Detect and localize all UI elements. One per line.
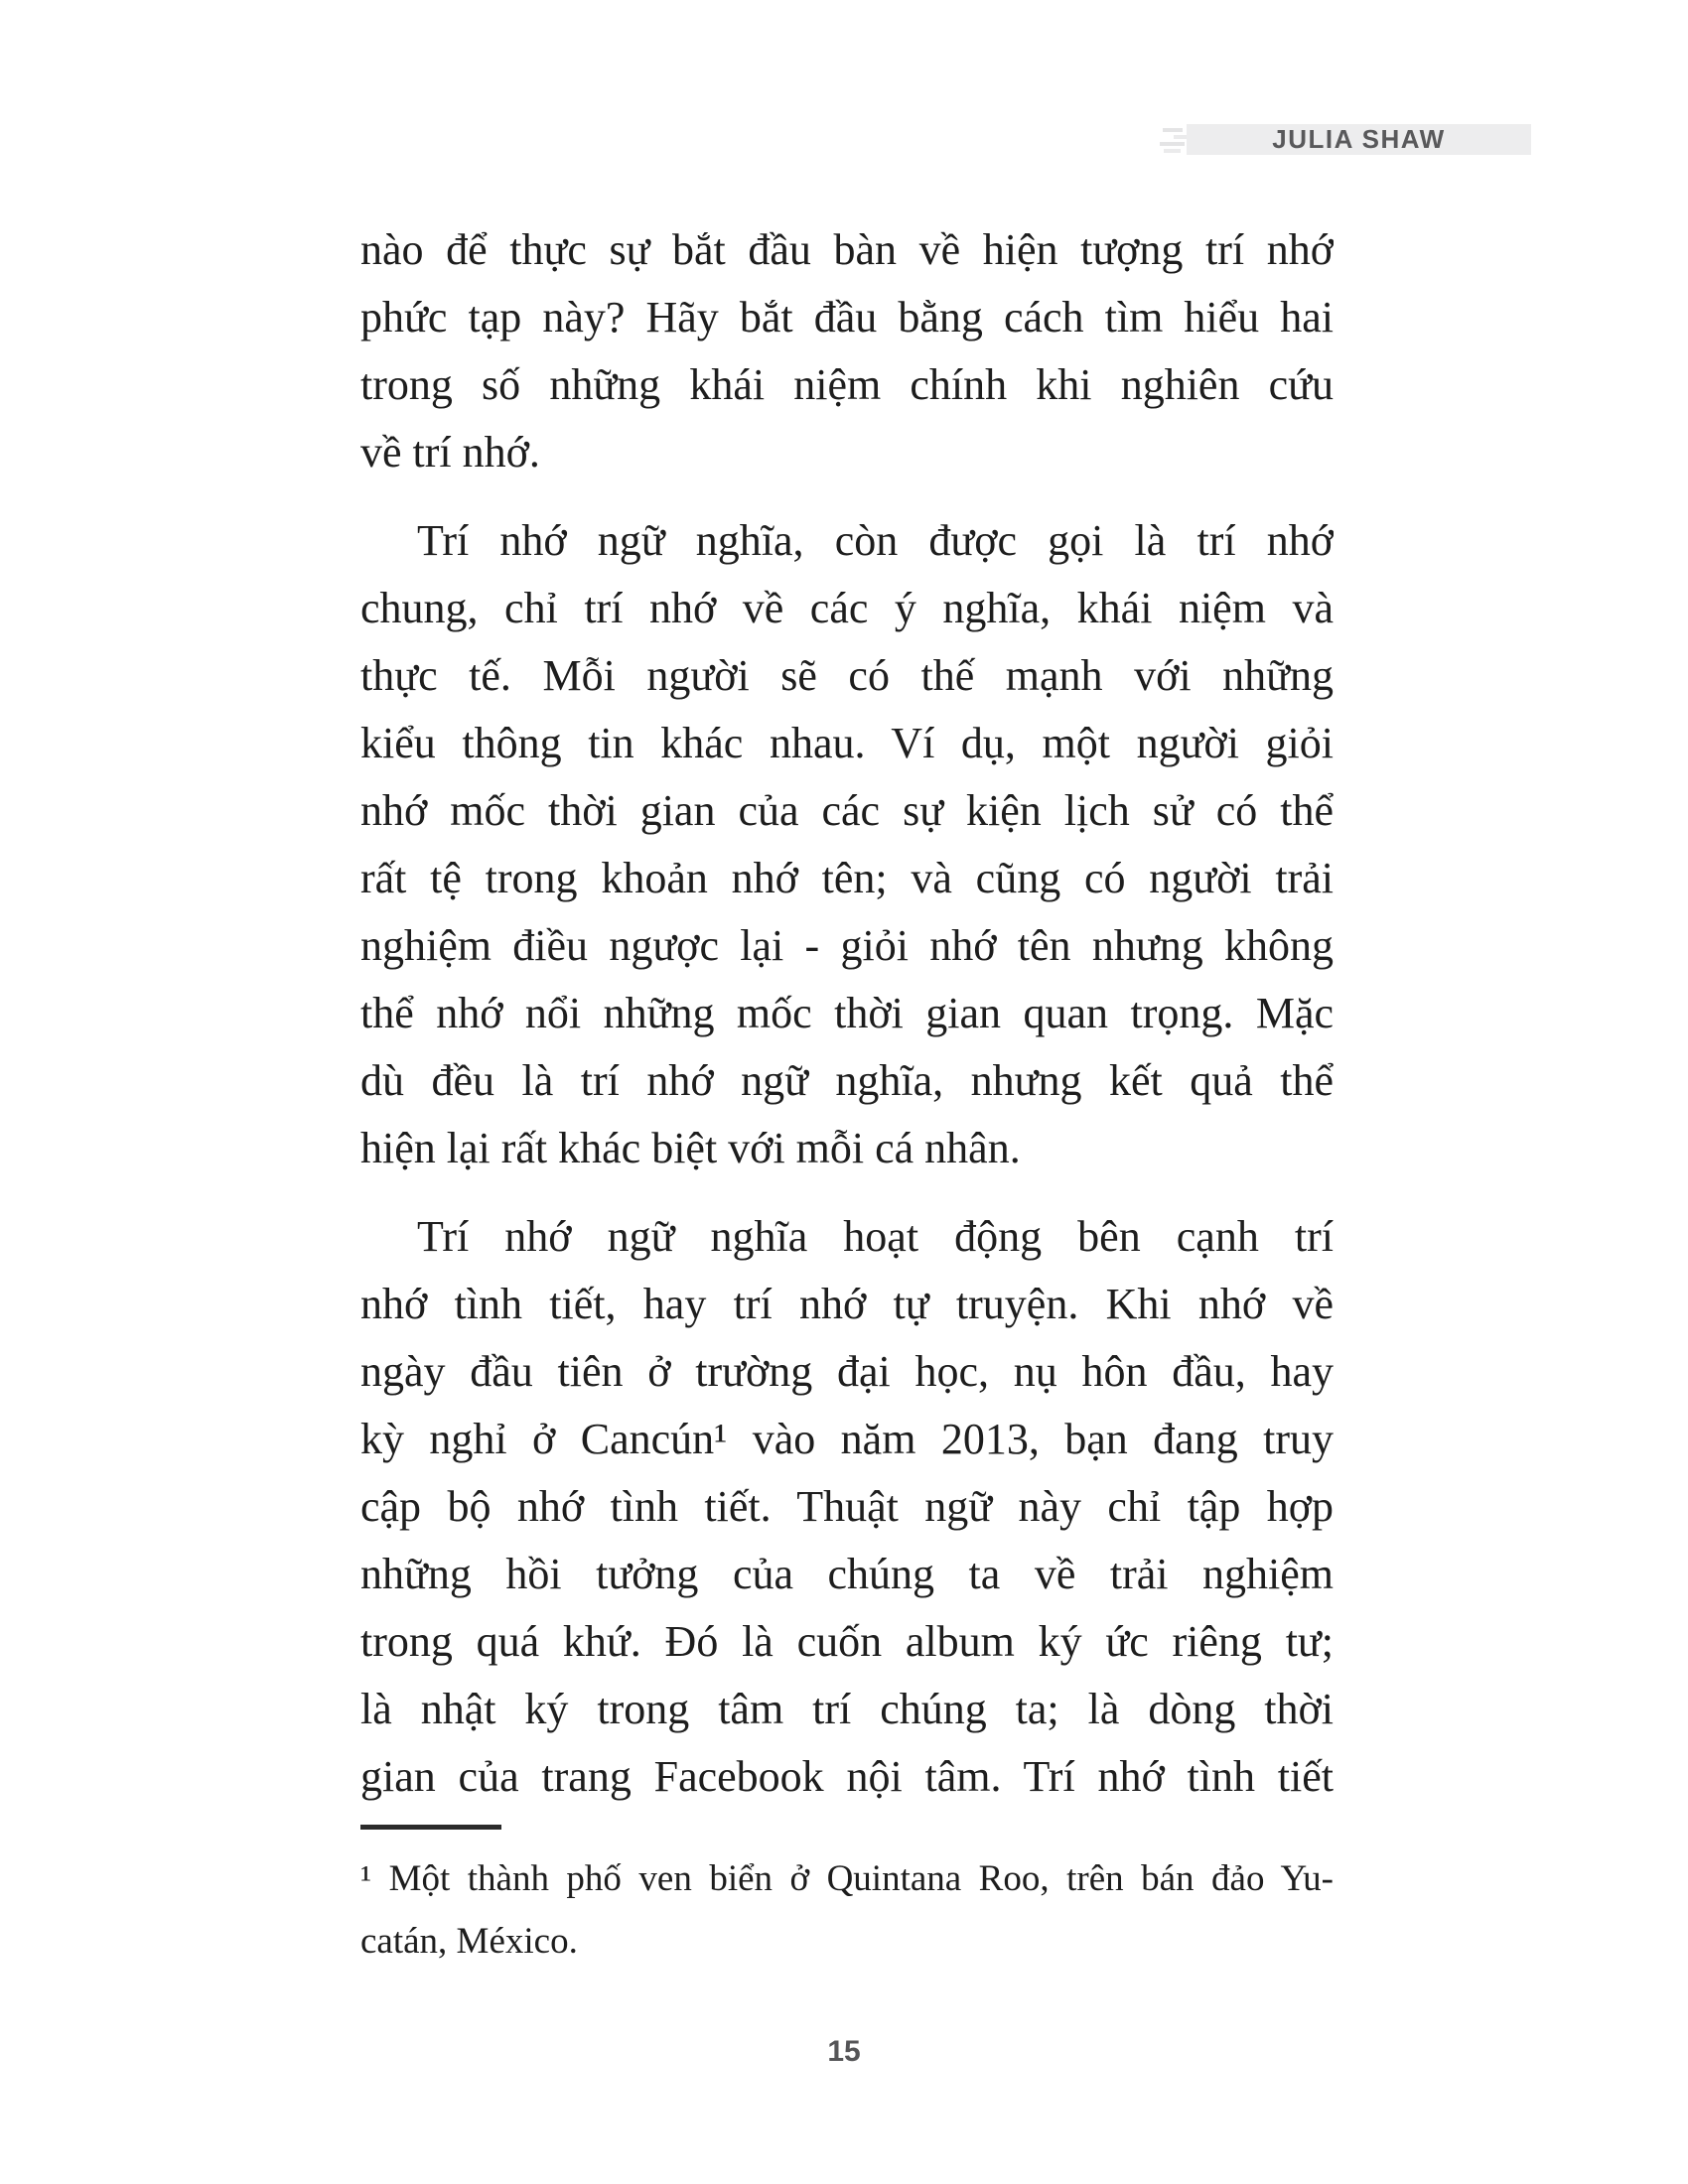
text-line: gian của trang Facebook nội tâm. Trí nhớ tình tiết	[360, 1752, 1334, 1801]
text-line: trong quá khứ. Đó là cuốn album ký ức riêng tư;	[360, 1617, 1334, 1666]
text-line: về trí nhớ.	[360, 428, 540, 477]
running-head-author: JULIA SHAW	[1272, 124, 1446, 154]
text-line: nào để thực sự bắt đầu bàn về hiện tượng trí nhớ	[360, 225, 1334, 274]
running-head-bar	[1187, 124, 1531, 155]
text-line: phức tạp này? Hãy bắt đầu bằng cách tìm hiểu hai	[360, 293, 1334, 341]
text-line: trong số những khái niệm chính khi nghiên cứu	[360, 360, 1334, 409]
text-line: nhớ mốc thời gian của các sự kiện lịch sử có thể	[360, 786, 1334, 835]
text-line: cập bộ nhớ tình tiết. Thuật ngữ này chỉ tập hợp	[360, 1482, 1334, 1531]
text-line: kỳ nghỉ ở Cancún¹ vào năm 2013, bạn đang truy	[360, 1415, 1334, 1463]
paragraph	[360, 507, 1334, 1182]
paragraph	[360, 216, 1334, 486]
text-line: hiện lại rất khác biệt với mỗi cá nhân.	[360, 1124, 1021, 1172]
text-line: dù đều là trí nhớ ngữ nghĩa, nhưng kết quả thể	[360, 1056, 1334, 1105]
text-line: Trí nhớ ngữ nghĩa, còn được gọi là trí nhớ	[417, 516, 1334, 565]
paragraph	[360, 1203, 1334, 1811]
footnote-line: catán, México.	[360, 1921, 578, 1962]
text-line: Trí nhớ ngữ nghĩa hoạt động bên cạnh trí	[417, 1212, 1334, 1261]
footnote-line: ¹ Một thành phố ven biển ở Quintana Roo, trên bán đảo Yu-	[360, 1858, 1334, 1899]
body-text	[360, 216, 1334, 1811]
text-line: thể nhớ nổi những mốc thời gian quan trọng. Mặc	[360, 989, 1334, 1037]
text-line: những hồi tưởng của chúng ta về trải nghiệm	[360, 1550, 1334, 1598]
text-line: thực tế. Mỗi người sẽ có thế mạnh với những	[360, 651, 1334, 700]
page-number: 15	[827, 2035, 861, 2068]
text-line: nghiệm điều ngược lại - giỏi nhớ tên nhưng không	[360, 921, 1334, 970]
footnote-divider	[360, 1825, 501, 1830]
text-line: chung, chỉ trí nhớ về các ý nghĩa, khái niệm và	[360, 584, 1334, 632]
text-line: kiểu thông tin khác nhau. Ví dụ, một người giỏi	[360, 719, 1334, 767]
text-line: là nhật ký trong tâm trí chúng ta; là dòng thời	[360, 1685, 1334, 1733]
bar-fade-edge-decoration	[1155, 127, 1187, 153]
text-line: ngày đầu tiên ở trường đại học, nụ hôn đầu, hay	[360, 1347, 1334, 1396]
text-line: rất tệ trong khoản nhớ tên; và cũng có người trải	[360, 854, 1334, 902]
footnote	[360, 1825, 1334, 1973]
text-line: nhớ tình tiết, hay trí nhớ tự truyện. Khi nhớ về	[360, 1280, 1334, 1328]
